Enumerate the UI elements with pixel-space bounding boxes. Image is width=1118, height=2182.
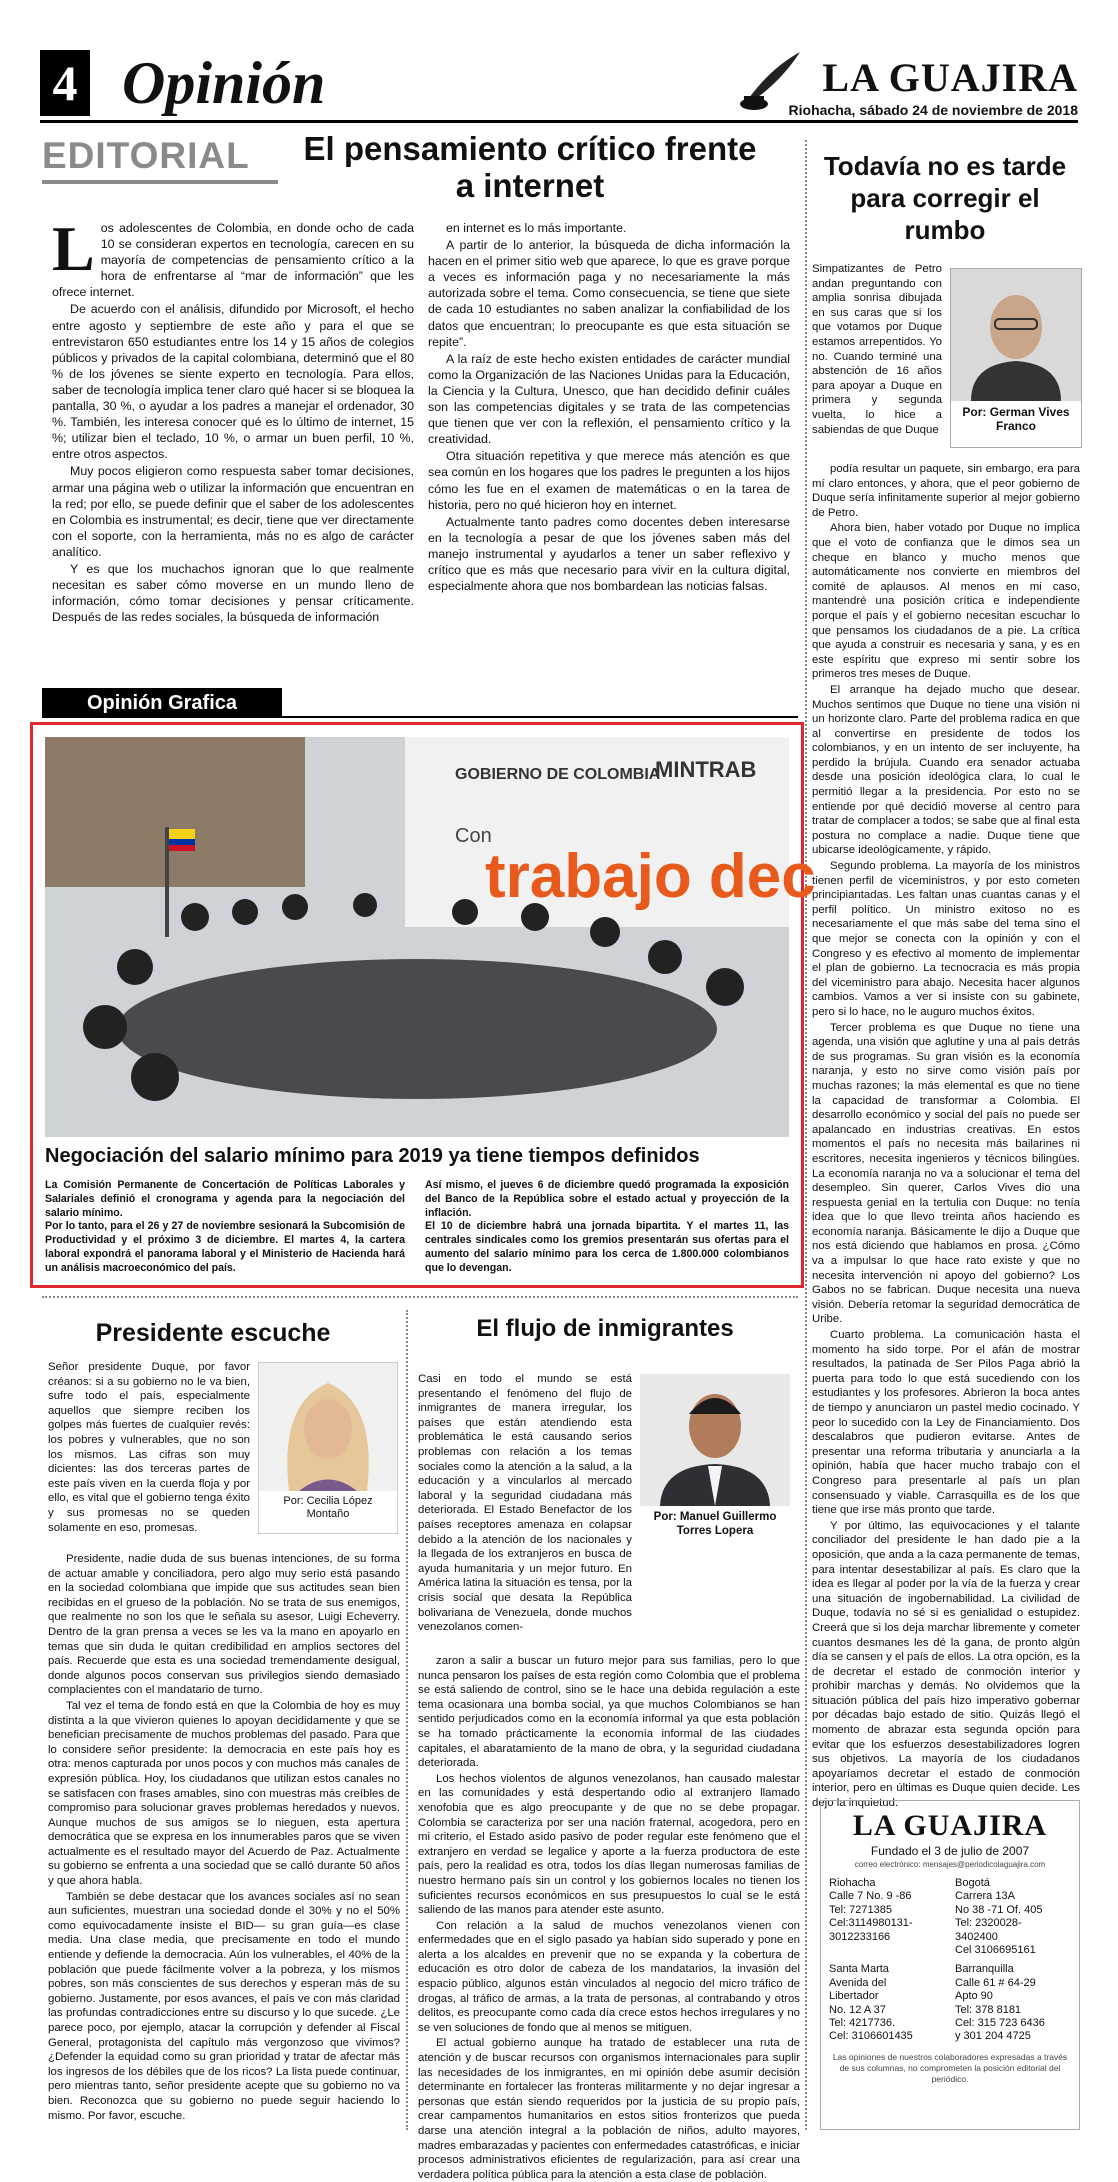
- editorial-column-1: [52, 213, 414, 680]
- office-line: Cel:3114980131-: [829, 1917, 913, 1930]
- flujo-intro: Casi en todo el mundo se está presentando el fenómeno del flujo de inmigrantes de manera irregular, los países que están atendiendo esta problemática le está causando serios problemas con relación a los temas sociales como la atención a la salud, a la educación y a vincularlos al mercado laboral y la seguridad ciudadana más deteriorada. El Estado Benefactor de los países receptores amenaza en colapsar debido a la atención de los nacionales y la llegada de los extranjeros en busca de ayuda humanitaria y un mejor futuro. En América latina la situación es tensa, por la crisis social que desata la República bolivariana de Venezuela, donde muchos venezolanos comen-: [418, 1373, 632, 1634]
- office-line: Apto 90: [955, 1990, 993, 2003]
- right-column-paragraph: Segundo problema. La mayoría de los ministros tienen perfil de viceministros, y por esto cometen principiantadas. Les faltan unas cuantas canas y el perfil político. Un ministro exitoso no es necesariamente el que más sabe del tema sino el que mejor se conecta con la opinión y con el Congreso y es efectivo al momento de implementar el plan de gobierno. La tecnocracia es más propia del viceministro para abajo. Necesita hacer algunos cambios. Vamos a ver si insiste con su gabinete, pero si lo hace, no le auguro muchos éxitos.: [812, 860, 1080, 1018]
- brand-name: LA GUAJIRA: [822, 55, 1078, 100]
- right-column-title: Todavía no es tarde para corregir el rumbo: [823, 151, 1067, 245]
- flujo-body: [418, 1654, 800, 2181]
- author-photo-german-vives: [951, 269, 1081, 401]
- office-city: Bogotá: [955, 1877, 990, 1889]
- office-line: 3402400: [955, 1930, 998, 1943]
- colophon-email: correo electrónico: mensajes@periodicolaguajira.com: [854, 1860, 1046, 1869]
- column-divider: [406, 1310, 408, 2130]
- column-divider: [805, 140, 807, 2130]
- office-city: Riohacha: [829, 1877, 876, 1889]
- photo-caption: Por: Cecilia López Montaño: [283, 1495, 373, 1520]
- editorial-paragraph: De acuerdo con el análisis, difundido por Microsoft, el hecho entre agosto y septiembre de este año y para el que se entrevistaron 650 estudiantes entre los 14 y 15 años de colegios públicos y privados de la capital colombiana, determinó que el 80 % de los jóvenes se siente experto en tecnología. Para ellos, saber de tecnología implica tener claro qué hacer si se bloquea la pantalla, 30 %, o ayudar a los padres a manejar el ordenador, 30 %. También, les interesa conocer qué es lo último de internet, 15 %; utilizar bien el teclado, 10 %, o armar un buen perfil, 10 %, entre otros aspectos.: [52, 302, 414, 462]
- editorial-paragraph: en internet es lo más importante.: [446, 221, 627, 235]
- editorial-underline: [42, 180, 278, 184]
- photo-sign-trabajo: trabajo dec: [485, 842, 816, 911]
- editorial-paragraph: Muy pocos eligieron como respuesta saber tomar decisiones, armar una página web o utilizar la información que encuentran en la red; por ello, se puede definir que el saber de los adolescentes en Colombia es instrumental; es decir, tiene que ver directamente con el soporte, con la herramienta, más no es algo de carácter analítico.: [52, 464, 414, 559]
- office-line: Calle 61 # 64-29: [955, 1976, 1036, 1989]
- section-title: Opinión: [122, 50, 326, 116]
- editorial-paragraph: Y es que los muchachos ignoran que lo que realmente necesitan es saber cómo moverse en un mundo lleno de información, cómo tomar decisiones y pensar críticamente. Después de las redes sociales, la búsqueda de información: [52, 561, 414, 625]
- office-line: Tel: 378 8181: [955, 2003, 1022, 2016]
- office-line: 3012233166: [829, 1930, 891, 1943]
- photo-sign-gobierno: GOBIERNO DE COLOMBIA: [455, 766, 661, 783]
- grafica-column-2: Así mismo, el jueves 6 de diciembre quedó programada la exposición del Banco de la República sobre el estado actual y proyección de la inflación. El 10 de diciembre habrá una jornada bipartita. Y el martes 11, las centrales sindicales como los gremios presentarán sus ofertas para el aumento del salario mínimo para los cerca de 1.800.000 colombianos que lo devengan.: [425, 1179, 789, 1274]
- presidente-title: Presidente escuche: [95, 1319, 331, 1347]
- office-line: Tel: 2320028-: [955, 1917, 1022, 1930]
- flujo-paragraph: Los hechos violentos de algunos venezolanos, han causado malestar en las comunidades y está despertando odio al extranjero llamado xenofobia que es algo preocupante y de que no se debe propagar. Colombia se caracteriza por ser una nación fraternal, acogedora, pero en mi criterio, el Estado asido pasivo de poder regular este fenómeno que el extranjero en verdad se legalice y aporte a la fuerza productora de este país, pero la realidad es otra, todos los días llegan numerosas familias de nuestro hermano país sin un control y los gobiernos locales no tienen los suficientes recursos económicos en sus presupuestos lo cual se le está saliendo de las manos para atender este asunto.: [418, 1772, 800, 1917]
- flujo-photo-frame: [640, 1374, 790, 1550]
- office-line: Cel: 315 723 6436: [955, 2017, 1045, 2030]
- issue-date: Riohacha, sábado 24 de noviembre de 2018: [788, 102, 1078, 118]
- grafica-headline: Negociación del salario mínimo para 2019 ya tiene tiempos definidos: [45, 1145, 700, 1167]
- colophon-offices: [829, 1877, 1071, 2044]
- meeting-photo: [45, 737, 816, 1137]
- right-column-intro: Simpatizantes de Petro andan preguntando con amplia sonrisa dibujada en sus caras que si los que votamos por Duque estamos arrepentidos. Yo no. Cuando terminé una abstención de 16 años para apoyar a Duque en primera y segunda vuelta, lo hice a sabiendas de que Duque: [812, 263, 942, 436]
- right-column-body: [812, 462, 1080, 1810]
- photo-caption: Por: Manuel Guillermo Torres Lopera: [653, 1511, 777, 1537]
- office-line: y 301 204 4725: [955, 2030, 1031, 2043]
- colophon-founded: Fundado el 3 de julio de 2007: [870, 1844, 1030, 1858]
- flujo-title: El flujo de inmigrantes: [476, 1315, 734, 1342]
- presidente-paragraph: También se debe destacar que los avances sociales así no sean aun suficientes, muestran una sociedad donde el 30% y no el 50% como equivocadamente insiste el BID— su gran guía—es clase media. Una clase media, que precisamente en todo el mundo entiende y defiende la democracia. Aún los vulnerables, el 40% de la población que puede fácilmente volver a la pobreza, y los mismos pobres, son más conscientes de sus derechos y esperan más de su gobierno. Justamente, por esos avances, el país ve con más claridad las profundas contradicciones entre su discurso y lo que sucede. ¿Le parece poco, por ejemplo, atacar la corrupción y defender al Fiscal General, protagonista del capítulo más vergonzoso que vivimos? ¿Defender la equidad como su gran prioridad y tratar de afectar más los ingresos de los débiles que de los ricos? La lista puede continuar, pero mientras tanto, señor presidente acepte que su gobierno no va bien. Reconozca que su gobierno no puede seguir haciendo lo mismo. Por favor, escuche.: [48, 1890, 400, 2122]
- right-column-paragraph: Ahora bien, haber votado por Duque no implica que el voto de confianza que le dimos sea un cheque en blanco y mucho menos que automáticamente nos convierte en miembros del comité de aplausos. Al menos en mi caso, mantendré una posición crítica e independiente porque el país y el gobierno necesitan escuchar lo que pensamos los ciudadanos de a pie. La crítica que ayuda a construir es necesaria y sana, y es en este espíritu que expreso mi sentir sobre los primeros tres meses de Duque.: [812, 522, 1080, 681]
- masthead-rule: [40, 120, 1078, 123]
- office-line: Calle 7 No. 9 -86: [829, 1890, 912, 1903]
- grafica-rule: [42, 716, 798, 718]
- presidente-intro: Señor presidente Duque, por favor créanos: si a su gobierno no le va bien, sufre todo el país, especialmente aquellos que siempre reciben los golpes más fuertes de cualquier revés: los pobres y vulnerables, que no son los mismos. Las cifras son muy dicientes: las dos terceras partes de este país viven en la cuerda floja y por ello, es vital que el gobierno tenga éxito y sus promesas no se queden solamente en eso, promesas.: [48, 1361, 250, 1534]
- author-photo-manuel-torres: [640, 1374, 790, 1506]
- editorial-paragraph: A partir de lo anterior, la búsqueda de dicha información la hacen en el primer sitio web que aparece, lo que es grave porque a veces es información paga y no necesariamente la más autorizada sobre el tema. Como consecuencia, se tiene que siete de cada 10 estudiantes no saben analizar la confiabilidad de los datos que encuentran; lo preocupante es que esta situación se repite”.: [428, 238, 790, 349]
- office-line: Tel: 4217736.: [829, 2017, 896, 2030]
- presidente-photo-frame: [258, 1362, 398, 1534]
- flujo-paragraph: El actual gobierno aunque ha tratado de establecer una ruta de atención y de buscar recursos con organismos internacionales para suplir las necesidades de los inmigrantes, en mi opinión debe asumir decisión determinante en fortalecer las fronteras militarmente y no dejar ingresar a personas que están siendo requeridos por la justicia de su propio país, crear campamentos humanitarios en estos sitios fronterizos que pueda darse una atención integral a la población de niños, adulto mayores, madres embarazadas y pacientes con enfermedades catastróficas, e iniciar procesos administrativos eficientes de regularización, para así crear una verdadera política pública para la atención a esta clase de población.: [418, 2037, 800, 2181]
- author-photo-frame: [950, 268, 1082, 448]
- section-divider: [42, 1296, 798, 1298]
- photo-sign-mintrab: MINTRAB: [655, 757, 757, 782]
- office-line: No 38 -71 Of. 405: [955, 1903, 1043, 1916]
- office-block: [829, 1963, 945, 2043]
- page-number: 4: [40, 50, 90, 116]
- colophon-footer: Las opiniones de nuestros colaboradores expresadas a través de sus columnas, no comprometen la posición editorial del periódico.: [832, 2051, 1068, 2084]
- right-column-paragraph: Tercer problema es que Duque no tiene una agenda, una visión que aglutine y una al país detrás de sus programas. Su gran visión es la economía naranja, y esto no sirve como visión país por muchas razones; la más elemental es que no tiene la capacidad de transformar a Colombia. El desarrollo económico y social del país no puede ser apalancado en industrias creativas. En estos momentos el país no necesita más bailarines ni escritores, necesita ingenieros y técnicos bilingües. La economía naranja no va a solucionar el tema del desempleo. Sin querer, Carlos Vives dio una respuesta genial en la tertulia con Duque: no tenía idea que lo que llevo treinta años haciendo es economía naranja. Básicamente le dijo a Duque que nos está diciendo que hablamos en prosa. ¿Cómo va a impulsar lo que hace rato existe y que no necesita intervención ni apoyo del gobierno? Los Gabos no se fabrican. Duque necesita una nueva visión. Debería retomar la seguridad democrática de Uribe.: [812, 1021, 1080, 1326]
- grafica-column-1: La Comisión Permanente de Concertación de Políticas Laborales y Salariales definió el cronograma y agenda para la negociación del salario mínimo. Por lo tanto, para el 26 y 27 de noviembre sesionará la Subcomisión de Productividad y el próximo 3 de diciembre. El martes 4, la cartera laboral expondrá el panorama laboral y el Ministerio de Hacienda hará un análisis macroeconómico del país.: [45, 1179, 405, 1274]
- office-line: Cel: 3106601435: [829, 2030, 913, 2043]
- right-column-paragraph: Y por último, las equivocaciones y el talante conciliador del presidente le han dado pie a la oposición, que anda a la caza permanente de temas, para intentar desestabilizar al país. Es claro que la idea es llegar al poder por la vía de la fuerza y crear una situación de ingobernabilidad. La civilidad de Duque, todavía no sé si es genialidad o estupidez. Creerá que si los deja marchar libremente y cometer cuantos desmanes les dé la gana, de pronto algún día se cansen y el país de ellos. La otra opción, es la de decretar el estado de conmoción interior y prohibir marchas y demás. No olvidemos que la situación pública del país hizo imperativo gobernar por décadas bajo estado de sitio. Quizás llegó el momento de abrazar esta segunda opción para evitar que los esfuerzos desestabilizadores logren sus objetivos. La mayoría de los ciudadanos apoyaríamos decretar el estado de conmoción interior, pero en últimas es Duque quien decide. Les dejo la inquietud.: [812, 1519, 1080, 1810]
- drop-cap: L: [52, 213, 95, 284]
- presidente-paragraph: Presidente, nadie duda de sus buenas intenciones, de su forma de actuar amable y conciliadora, pero algo muy serio está pasando en la sociedad colombiana que impide que sus actitudes sean bien recibidas en el grueso de la población. No se trata de sus enemigos, que realmente no son los que le señala su asesor, Luigi Echeverry. Dentro de la gran prensa a veces se les va la mano en apoyarlo en temas que sin duda le quitan credibilidad en amplios sectores del país. Recuerde que esta es una sociedad tremendamente desigual, donde algunos pocos conservan sus privilegios siendo demasiado complacientes con el mandatario de turno.: [48, 1553, 400, 1697]
- opinion-grafica-box: [30, 722, 816, 1288]
- office-block: [829, 1877, 945, 1957]
- office-block: [955, 1877, 1071, 1957]
- flujo-paragraph: zaron a salir a buscar un futuro mejor para sus familias, pero lo que nunca pensaron los países de esta región como Colombia que el problema se está saliendo de control, sino se le hace una debida regulación a este tema ocasionara una bomba social, ya que muchos Colombianos se han sentido perjudicados como en la economía informal ya que esta población se ha tomado prácticamente la economía informal de las ciudades capitales, el abaratamiento de la mano de obra, y la seguridad ciudadana deteriorada.: [418, 1655, 800, 1770]
- author-photo-cecilia-lopez: [259, 1363, 397, 1491]
- office-line: Libertador: [829, 1990, 879, 2003]
- editorial-paragraph: A la raíz de este hecho existen entidades de carácter mundial como la Organización de las Naciones Unidas para la Educación, la Ciencia y la Cultura, Unesco, que han decidido definir cuáles son las competencias digitales y se trata de las competencias que tienen que ver con la reflexión, el pensamiento crítico y la creatividad.: [428, 351, 790, 447]
- right-column-paragraph: El arranque ha dejado mucho que desear. Muchos sentimos que Duque no tiene una visión ni un horizonte claro. Parte del problema radica en que al convertirse en presidente de todos los colombianos, y en un intento de ser incluyente, ha perdido la brújula. Cuando era senador actuaba desde una posición ideológica clara, lo cual le permitió llegar a la presidencia. Por esto no se entiende por qué decidió moverse al centro para tratar de complacer a todos; se sabe que al final esta postura no complace a nadie. Duque tiene que ubicarse ideológicamente, y rápido.: [812, 683, 1080, 857]
- editorial-label-block: [42, 136, 278, 184]
- office-line: Cel 3106695161: [955, 1944, 1036, 1957]
- presidente-body: [48, 1552, 400, 2132]
- flujo-paragraph: Con relación a la salud de muchos venezolanos vienen con enfermedades que en el siglo pasado ya habían sido superado y pone en alerta a los alcaldes en prevenir que no se expanda y la cobertura de educación es otro dolor de cabeza de los mandatarios, la invasión del espacio público, algunos están vinculados al negocio del micro tráfico de drogas, al tráfico de armas, a la trata de personas, al contrabando y otros delitos, es preocupante como cada día crece estos hechos irregulares y no se ven soluciones de fondo que al menos se mitiguen.: [418, 1919, 800, 2034]
- editorial-label: EDITORIAL: [42, 135, 250, 176]
- editorial-paragraph: Otra situación repetitiva y que merece más atención es que sea común en los hogares que los padres le pregunten a los hijos cómo les fue en el examen de matemáticas o en la tarea de historia, pero no qué hicieron hoy en internet.: [428, 449, 790, 512]
- editorial-column-2: [428, 220, 790, 680]
- office-city: Santa Marta: [829, 1963, 889, 1976]
- office-line: Tel: 7271385: [829, 1903, 892, 1916]
- colophon-brand: LA GUAJIRA: [852, 1809, 1048, 1842]
- masthead: [40, 50, 1078, 120]
- right-column-paragraph: Cuarto problema. La comunicación hasta el momento ha sido torpe. Por el afán de mostrar resultados, la patinada de Ser Pilos Paga abrió la puerta para todo lo que está sucediendo con los estudiantes y los profesores. Abrieron la boca antes de tiempo y anunciaron un pastel medio cocinado. Y peor lo sucedido con la Ley de Financiamiento. Dos descalabros que pudieron evitarse. Antes de presentar una reforma tributaria y anunciarla a la opinión, había que hacer mucho trabajo con el Congreso para presentarle al país un plan consensuado y viable. Carrasquilla es de los que tiene que irse más pronto que tarde.: [812, 1329, 1080, 1517]
- office-line: Avenida del: [829, 1976, 887, 1989]
- right-column-paragraph: podía resultar un paquete, sin embargo, era para mí claro entonces, y ahora, que el peor gobierno de Duque sería infinitamente superior al mejor gobierno de Petro.: [812, 463, 1080, 519]
- office-city: Barranquilla: [955, 1963, 1014, 1976]
- colophon-box: [820, 1800, 1080, 2130]
- office-line: Carrera 13A: [955, 1890, 1015, 1903]
- office-block: [955, 1963, 1071, 2043]
- photo-caption: Por: German Vives Franco: [962, 405, 1070, 433]
- opinion-grafica-label: Opinión Grafica: [42, 688, 282, 718]
- editorial-paragraph: os adolescentes de Colombia, en donde ocho de cada 10 se consideran expertos en tecnología, carecen en su mayoría de competencias de pensamiento crítico a la hora de enfrentarse al “mar de información” que les ofrece internet.: [52, 221, 414, 300]
- office-line: No. 12 A 37: [829, 2003, 886, 2016]
- editorial-title: El pensamiento crítico frente a internet: [303, 130, 757, 204]
- editorial-paragraph: Actualmente tanto padres como docentes deben interesarse en la tecnología a pesar de que los jóvenes saben más del manejo instrumental y ayudarlos a tener un saber reflexivo y crítico que es más que necesario para vivir en la cultura digital, especialmente ahora que nos bombardean las noticias falsas.: [428, 514, 790, 594]
- photo-sign-con: Con: [455, 825, 492, 847]
- presidente-paragraph: Tal vez el tema de fondo está en que la Colombia de hoy es muy distinta a la que vivieron quienes lo apoyan decididamente y que se benefician precisamente de muchos problemas del pasado. Para que lo considere señor presidente: la democracia en este país hoy es otra: menos capturada por unos pocos y con muchos más canales de expresión pública. Hoy, los ciudadanos que utilizan estos canales no se satisfacen con frases amables, sino con muestras más creíbles de compromiso para solucionar graves problemas heredados y nuevos. Aunque muchos de sus amigos se lo nieguen, esta apertura democrática que se expresa en los innumerables paros que se viven actualmente es el resultado mayor del Acuerdo de Paz. Actualmente su gobierno se enfrenta a una sociedad que se calló durante 50 años y que ahora habla.: [48, 1699, 400, 1888]
